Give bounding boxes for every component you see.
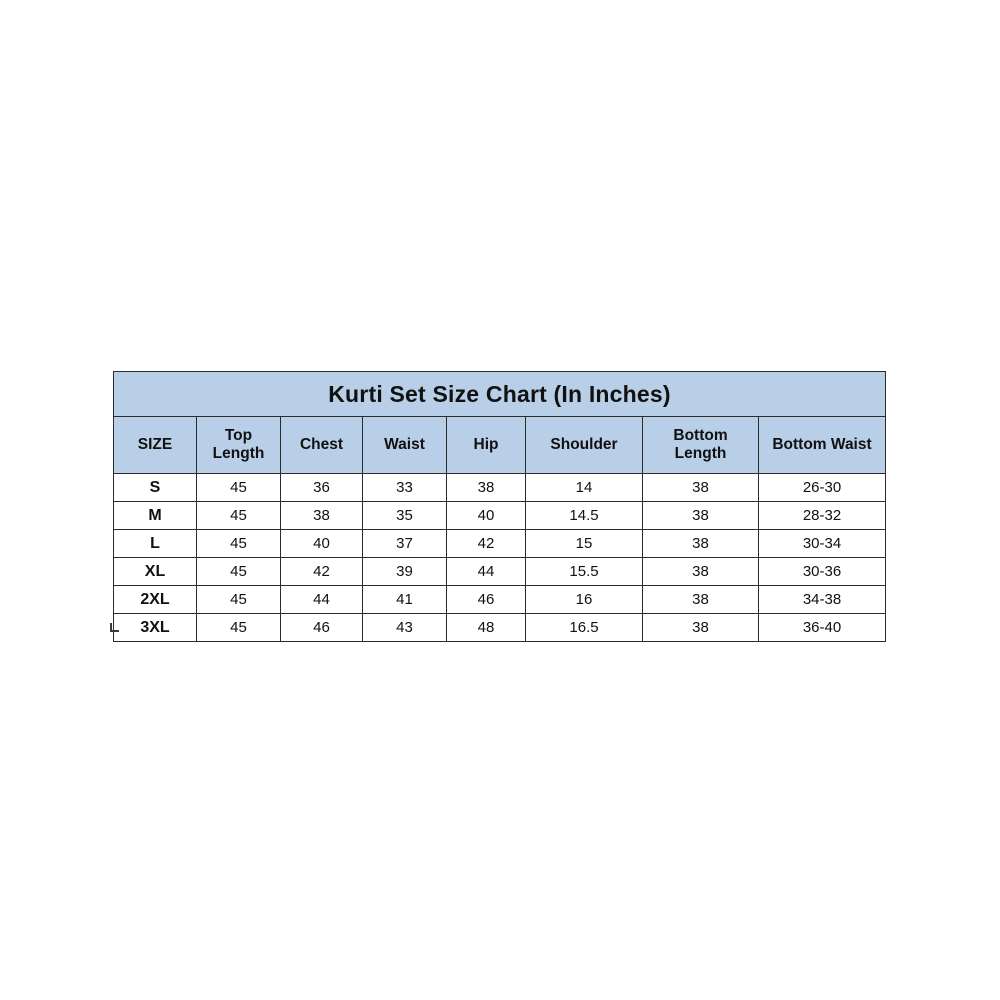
table-header-row (114, 417, 886, 474)
cell-shoulder: 15.5 (526, 558, 643, 586)
cell-bottom-waist: 30-34 (759, 530, 886, 558)
cell-size: S (114, 474, 197, 502)
column-header-shoulder: Shoulder (526, 417, 643, 474)
cell-bottom-length: 38 (643, 474, 759, 502)
table-row (114, 474, 886, 502)
page-title: Kurti Set Size Chart (In Inches) (114, 372, 886, 417)
cell-bottom-waist: 28-32 (759, 502, 886, 530)
cell-bottom-waist: 34-38 (759, 586, 886, 614)
cell-hip: 42 (447, 530, 526, 558)
cell-hip: 46 (447, 586, 526, 614)
cell-waist: 41 (363, 586, 447, 614)
cell-size: 3XL (114, 614, 197, 642)
table-row (114, 558, 886, 586)
column-header-chest: Chest (281, 417, 363, 474)
table-row (114, 502, 886, 530)
table-title-row (114, 372, 886, 417)
cell-top-length: 45 (197, 530, 281, 558)
cell-hip: 48 (447, 614, 526, 642)
cell-chest: 42 (281, 558, 363, 586)
cell-hip: 40 (447, 502, 526, 530)
column-header-bottom-waist: Bottom Waist (759, 417, 886, 474)
cell-size: L (114, 530, 197, 558)
cell-bottom-waist: 26-30 (759, 474, 886, 502)
table-row (114, 614, 886, 642)
column-header-top-length: Top Length (197, 417, 281, 474)
cell-bottom-waist: 30-36 (759, 558, 886, 586)
cell-waist: 33 (363, 474, 447, 502)
table-row (114, 530, 886, 558)
cell-chest: 44 (281, 586, 363, 614)
column-header-size: SIZE (114, 417, 197, 474)
cell-shoulder: 14.5 (526, 502, 643, 530)
cell-bottom-length: 38 (643, 614, 759, 642)
cell-waist: 37 (363, 530, 447, 558)
cell-size: XL (114, 558, 197, 586)
cell-bottom-length: 38 (643, 502, 759, 530)
cell-shoulder: 14 (526, 474, 643, 502)
cell-hip: 44 (447, 558, 526, 586)
cell-chest: 36 (281, 474, 363, 502)
cell-top-length: 45 (197, 558, 281, 586)
column-header-bottom-length: Bottom Length (643, 417, 759, 474)
cell-hip: 38 (447, 474, 526, 502)
cell-shoulder: 16.5 (526, 614, 643, 642)
cell-bottom-length: 38 (643, 558, 759, 586)
size-chart-container (113, 371, 885, 642)
cell-waist: 43 (363, 614, 447, 642)
cell-waist: 39 (363, 558, 447, 586)
cell-bottom-length: 38 (643, 530, 759, 558)
cell-chest: 46 (281, 614, 363, 642)
cell-chest: 38 (281, 502, 363, 530)
cell-size: 2XL (114, 586, 197, 614)
cell-bottom-length: 38 (643, 586, 759, 614)
cell-top-length: 45 (197, 474, 281, 502)
corner-crop-mark (110, 623, 119, 632)
cell-top-length: 45 (197, 614, 281, 642)
column-header-waist: Waist (363, 417, 447, 474)
cell-size: M (114, 502, 197, 530)
cell-top-length: 45 (197, 586, 281, 614)
column-header-hip: Hip (447, 417, 526, 474)
cell-bottom-waist: 36-40 (759, 614, 886, 642)
size-chart-table (113, 371, 886, 642)
cell-shoulder: 16 (526, 586, 643, 614)
cell-shoulder: 15 (526, 530, 643, 558)
cell-waist: 35 (363, 502, 447, 530)
cell-top-length: 45 (197, 502, 281, 530)
cell-chest: 40 (281, 530, 363, 558)
table-row (114, 586, 886, 614)
